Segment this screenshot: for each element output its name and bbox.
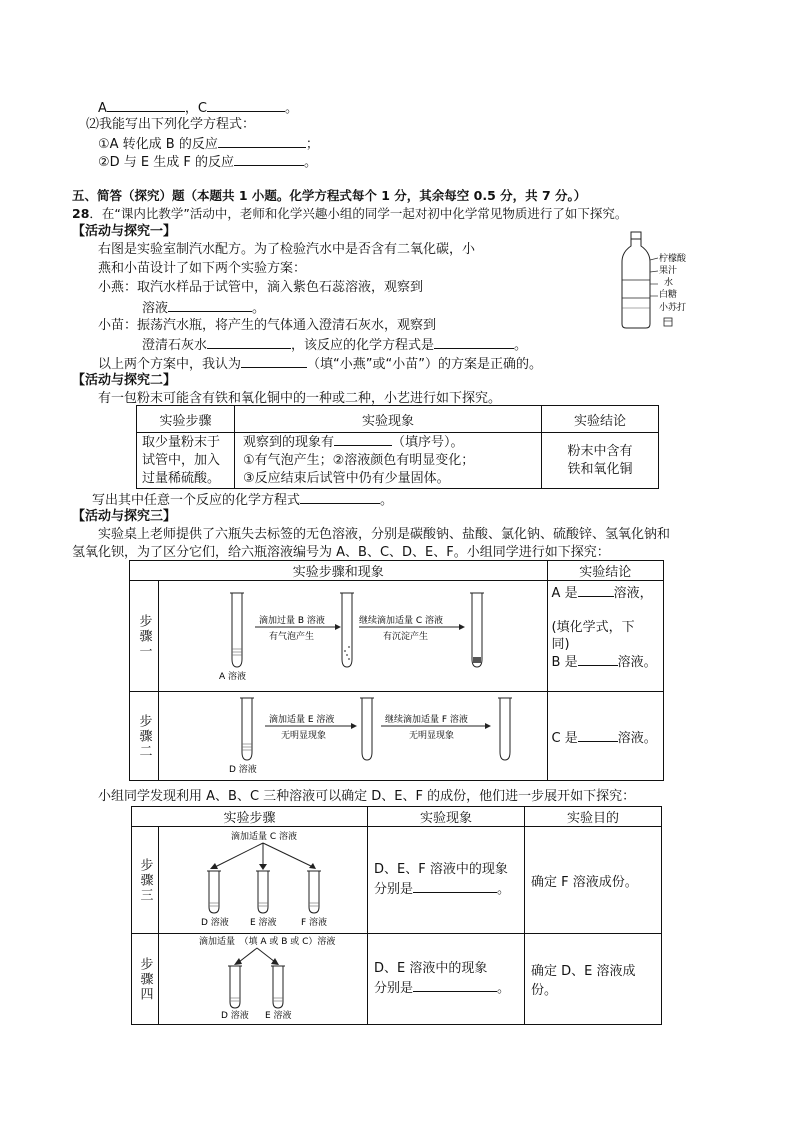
step-four-diagram-cell [159,934,368,1025]
header-conclusion: 实验结论 [542,406,659,433]
answer-blank-b-solution[interactable] [578,653,618,666]
arrow-label-bottom: 有沉淀产生 [383,632,429,642]
header-purpose: 实验目的 [525,807,662,827]
answer-blank-litmus[interactable] [168,299,252,312]
activity-3-mid-text: 小组同学发现利用 A、B、C 三种溶液可以确定 D、E、F 的成份，他们进一步展开如下探究： [98,789,636,804]
activity-3-table-1 [129,560,664,781]
dropper-label: 滴加适量 C 溶液 [231,832,298,842]
branch-arrows [210,843,316,870]
answer-blank-phenomenon[interactable] [334,433,392,446]
activity-1-text: 燕和小苗设计了如下两个实验方案： [98,261,307,276]
ac-answer-line: A ，C 。 [98,101,299,116]
answer-blank-equation[interactable] [434,336,514,349]
test-tube-icon [207,871,221,913]
section-5-title: 五、简答（探究）题（本题共 1 小题。化学方程式每个 1 分，其余每空 0.5 分，共 7 分。） [72,188,587,203]
test-tube-icon [271,966,285,1008]
test-tube-icon [240,698,254,760]
activity-2-step-cell: 取少量粉末于 试管中，加入 过量稀硫酸。 [137,433,235,489]
step-four-label-cell [132,934,159,1025]
step-three-phenomenon-cell: D、E、F 溶液中的现象 分别是 。 [368,827,525,934]
step-two-diagram [159,692,545,776]
arrow-label-bottom: 有气泡产生 [269,632,315,642]
tube-label: D 溶液 [221,1011,249,1020]
header-conclusion: 实验结论 [547,561,663,581]
xiaoyan-plan: 小燕：取汽水样品于试管中，滴入紫色石蕊溶液，观察到 [98,280,424,295]
bottle-label: 小苏打 [659,303,687,313]
c-label: C [197,101,207,116]
step-three-diagram [159,827,367,929]
step-one-label: 步骤一 [136,613,152,659]
answer-blank-step3-phenomenon[interactable] [413,880,497,893]
bottle-label: 白糖 [659,290,678,300]
bottle-icon [622,232,650,328]
answer-blank-a-solution[interactable] [578,584,614,597]
tube-label: D 溶液 [201,918,229,928]
answer-blank-c-solution[interactable] [578,729,618,742]
tube-label: E 溶液 [265,1011,292,1020]
soda-bottle-figure [608,228,703,334]
xiaoyan-answer-line: 溶液 。 [142,301,266,316]
activity-3-intro: 氢氧化钡，为了区分它们，给六瓶溶液编号为 A、B、C、D、E、F。小组同学进行如下探究： [72,545,610,560]
choice-line: 以上两个方案中，我认为 （填“小燕”或“小苗”）的方案是正确的。 [98,357,542,372]
header-step: 实验步骤 [137,406,235,433]
step-one-label-cell [130,581,159,692]
answer-blank-choice[interactable] [241,355,307,368]
question-28-stem: 28．在“课内比教学”活动中，老师和化学兴趣小组的同学一起对初中化学常见物质进行了如下探究。 [72,206,628,221]
test-tube-icon [228,966,242,1008]
activity-3-heading: 【活动与探究三】 [72,509,177,524]
header-steps-and-phenomena: 实验步骤和现象 [130,561,548,581]
step-one-diagram [159,581,545,687]
answer-blank-limewater[interactable] [207,336,291,349]
step-two-label-cell [130,692,159,781]
bottle-cap-icon [664,318,672,326]
step-four-phenomenon-cell: D、E 溶液中的现象 分别是 。 [368,934,525,1025]
activity-2-table [136,405,659,489]
branch-arrows [234,948,279,965]
step-three-purpose-cell: 确定 F 溶液成份。 [525,827,662,934]
fill-formula-note: (填化学式，下 [551,620,635,635]
test-tube-icon [340,593,354,667]
a-label: A [98,101,107,116]
step-three-label: 步骤三 [137,857,153,903]
arrow-label-top: 滴加过量 B 溶液 [259,616,325,626]
test-tube-icon [307,871,321,913]
tube-label: D 溶液 [229,765,257,775]
answer-blank-a[interactable] [107,99,185,112]
step-one-diagram-cell [159,581,547,692]
answer-blank-step4-phenomenon[interactable] [413,979,497,992]
step-four-purpose-cell: 确定 D、E 溶液成份。 [525,934,662,1025]
step-four-diagram [159,934,367,1020]
activity-2-intro: 有一包粉末可能含有铁和氧化铜中的一种或二种，小艺进行如下探究。 [98,391,502,406]
step-three-diagram-cell [159,827,368,934]
step-four-label: 步骤四 [137,956,153,1002]
tube-label: A 溶液 [219,672,247,682]
activity-2-equation-line: 写出其中任意一个反应的化学方程式 。 [92,493,394,508]
answer-blank-c[interactable] [207,99,285,112]
equation-blank-2[interactable] [234,153,304,166]
test-tube-icon [498,698,512,760]
dropper-label: 滴加适量 （填 A 或 B 或 C）溶液 [199,937,336,947]
step-three-label-cell [132,827,159,934]
answer-blank-activity2-equation[interactable] [300,491,380,504]
bottle-label: 柠檬酸 [659,254,687,264]
header-step: 实验步骤 [132,807,368,827]
header-phenomenon: 实验现象 [235,406,542,433]
arrow-label-bottom: 无明显现象 [409,731,455,741]
step-one-conclusion-cell: A 是 溶液， (填化学式，下 同) B 是 溶液。 [547,581,663,692]
tube-label: E 溶液 [250,918,277,928]
activity-3-intro: 实验桌上老师提供了六瓶失去标签的无色溶液，分别是碳酸钠、盐酸、氯化钠、硫酸锌、氢氧化钠和 [98,527,671,542]
bottle-label: 水 [664,278,674,288]
activity-3-table-2 [131,806,662,1025]
activity-2-conclusion-cell: 粉末中含有 铁和氧化铜 [542,433,659,489]
activity-1-heading: 【活动与探究一】 [72,224,177,239]
step-two-conclusion-cell: C 是 溶液。 [547,692,663,781]
activity-1-text: 右图是实验室制汽水配方。为了检验汽水中是否含有二氧化碳，小 [98,242,476,257]
test-tube-icon [256,871,270,913]
test-tube-icon [230,593,244,667]
bottle-leader-lines [650,258,658,296]
arrow-label-bottom: 无明显现象 [281,731,327,741]
arrow-label-top: 滴加适量 E 溶液 [269,715,335,725]
xiaomiao-plan: 小苗：振荡汽水瓶，将产生的气体通入澄清石灰水，观察到 [98,318,437,333]
tube-label: F 溶液 [301,918,328,928]
test-tube-icon [470,593,484,667]
arrow-label-top: 继续滴加适量 F 溶液 [385,715,468,725]
step-two-label: 步骤二 [136,713,152,759]
bottle-label: 果汁 [659,266,678,276]
sub-question-2-title: ⑵我能写出下列化学方程式： [86,117,256,132]
activity-2-phenomenon-cell: 观察到的现象有 （填序号）。 ①有气泡产生；②溶液颜色有明显变化； ③反应结束后试管中仍有少量固体。 [235,433,542,489]
step-two-diagram-cell [159,692,547,781]
arrow-label-top: 继续滴加适量 C 溶液 [359,616,444,626]
equation-item-2: ②D 与 E 生成 F 的反应 。 [98,155,318,170]
equation-blank-1[interactable] [218,135,306,148]
header-phenomenon: 实验现象 [368,807,525,827]
equation-item-1: ①A 转化成 B 的反应 ； [98,137,319,152]
test-tube-icon [360,698,374,760]
xiaomiao-answer-line: 澄清石灰水 ，该反应的化学方程式是 。 [142,338,528,353]
activity-2-heading: 【活动与探究二】 [72,373,177,388]
